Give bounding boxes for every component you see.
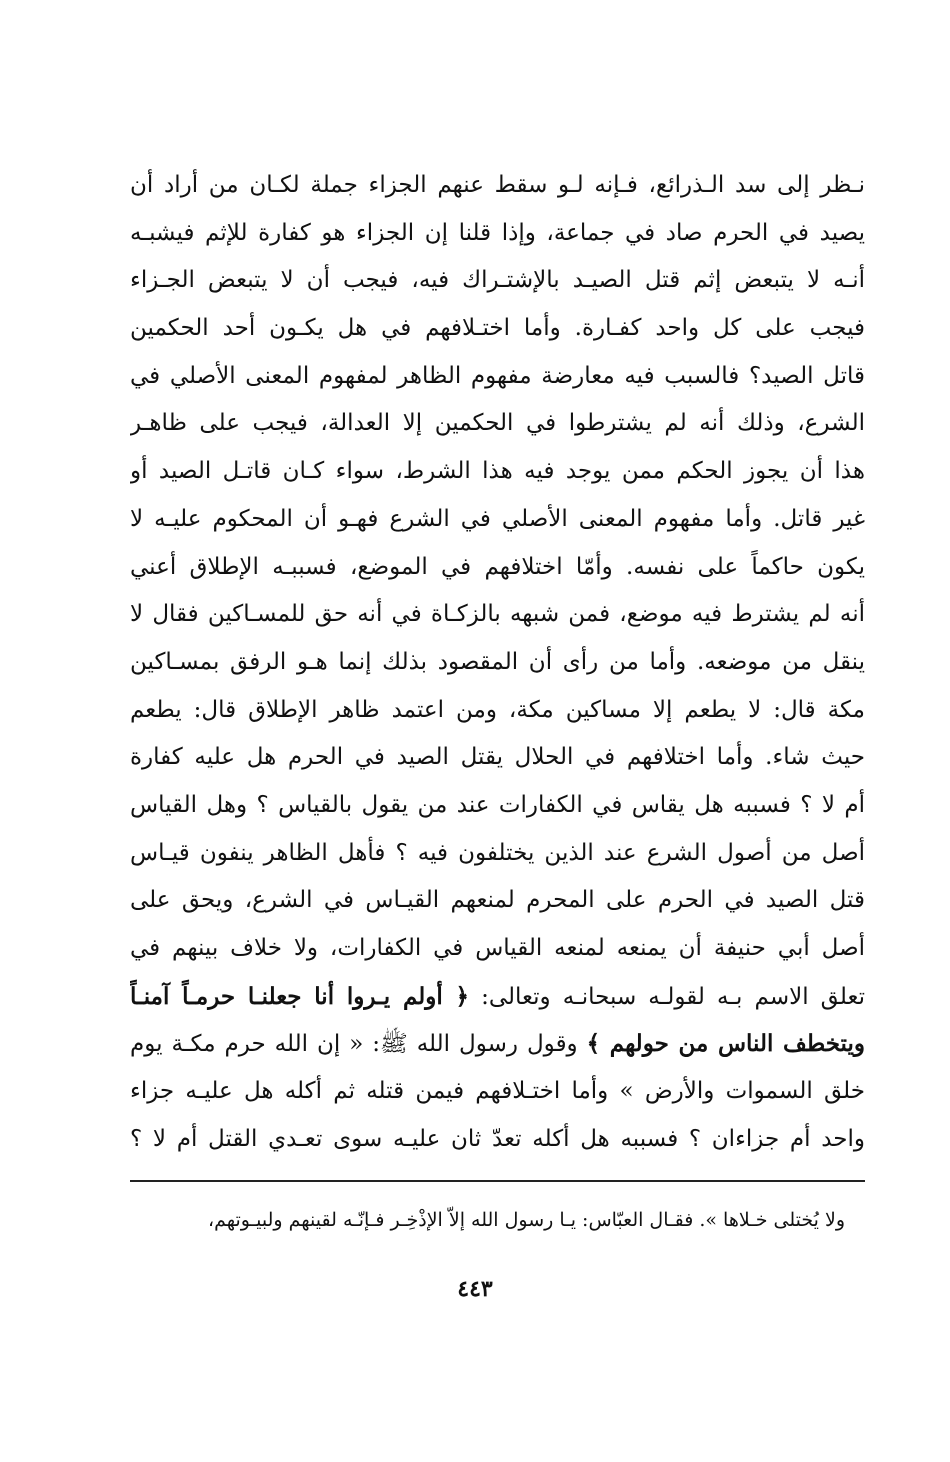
main-text-block [130, 162, 865, 1163]
quran-verse-text: ويتخطف الناس من حولهم ﴾ [586, 1030, 865, 1058]
text-line: قتل الصيد في الحرم على المحرم لمنعهم القيـاس في الشرع، ويحق على [130, 887, 865, 914]
text-line: هذا أن يجوز الحكم ممن يوجد فيه هذا الشرط، سواء كـان قاتـل الصيد أو [130, 458, 865, 485]
text-line: قاتل الصيد؟ فالسبب فيه معارضة مفهوم الظاهر لمفهوم المعنى الأصلي في [130, 362, 865, 389]
text-line: غير قاتل. وأما مفهوم المعنى الأصلي في الشرع فهـو أن المحكوم عليـه لا [130, 505, 865, 532]
footnote-divider [130, 1180, 865, 1182]
text-line: الشرع، وذلك أنه لم يشترطوا في الحكمين إلا العدالة، فيجب على ظاهـر [130, 410, 865, 437]
text-line: مكة قال: لا يطعم إلا مساكين مكة، ومن اعتمد ظاهر الإطلاق قال: يطعم [130, 696, 865, 723]
text-line-quran-verse [130, 973, 865, 1021]
text-line: أصل أبي حنيفة أن يمنعه لمنعه القياس في الكفارات، ولا خلاف بينهم في [130, 935, 865, 961]
text-run: وقول رسول الله ﷺ: « إن الله حرم مكـة يوم [130, 1031, 587, 1058]
text-line: واحد أم جزاءان ؟ فسببه هل أكله تعدّ ثان عليـه سوى تعـدي القتل أم لا ؟ [130, 1125, 865, 1152]
quran-verse-text: ﴿ أولم يـروا أنا جعلنـا حرمـاً آمنـاً [130, 982, 470, 1010]
text-line: فيجب على كل واحد كفـارة. وأما اختـلافهم في هل يكـون أحد الحكمين [130, 315, 865, 342]
text-run: تعلق الاسم بـه لقولـه سبحانـه وتعالى: [469, 983, 865, 1010]
text-line: أنـه لا يتبعض إثم قتل الصيـد بالإشتـراك فيه، فيجب أن لا يتبعض الجـزاء [130, 267, 865, 294]
text-line: يكون حاكماً على نفسه. وأمّا اختلافهم في الموضع، فسببـه الإطلاق أعني [130, 553, 865, 580]
footnote-text: ولا يُختلى خـلاها ». فقـال العبّاس: يـا رسول الله إلاّ الإذْخِـر فـإنّـه لقينهم ولبيـوتهم، [207, 1209, 845, 1231]
text-line: خلق السموات والأرض » وأما اختـلافهم فيمن قتله ثم أكله هل عليـه جزاء [130, 1078, 865, 1105]
text-line: أنه لم يشترط فيه موضع، فمن شبهه بالزكـاة في أنه حق للمسـاكين فقال لا [130, 601, 865, 628]
text-line: ينقل من موضعه. وأما من رأى أن المقصود بذلك إنما هـو الرفق بمسـاكين [130, 648, 865, 675]
page-number: ٤٤٣ [457, 1276, 493, 1302]
text-line: حيث شاء. وأما اختلافهم في الحلال يقتل الصيد في الحرم هل عليه كفارة [130, 744, 865, 771]
text-line: أصل من أصول الشرع عند الذين يختلفون فيه ؟ فأهل الظاهر ينفون قيـاس [130, 839, 865, 866]
text-line: يصيد في الحرم صاد في جماعة، وإذا قلنا إن الجزاء هو كفارة للإثم فيشبـه [130, 219, 865, 246]
text-line: أم لا ؟ فسببه هل يقاس في الكفارات عند من يقول بالقياس ؟ وهل القياس [130, 791, 865, 818]
text-line-quran-verse-end [130, 1020, 865, 1068]
text-line: نـظر إلى سد الـذرائع، فـإنه لـو سقط عنهم الجزاء جملة لكـان من أراد أن [130, 172, 865, 198]
